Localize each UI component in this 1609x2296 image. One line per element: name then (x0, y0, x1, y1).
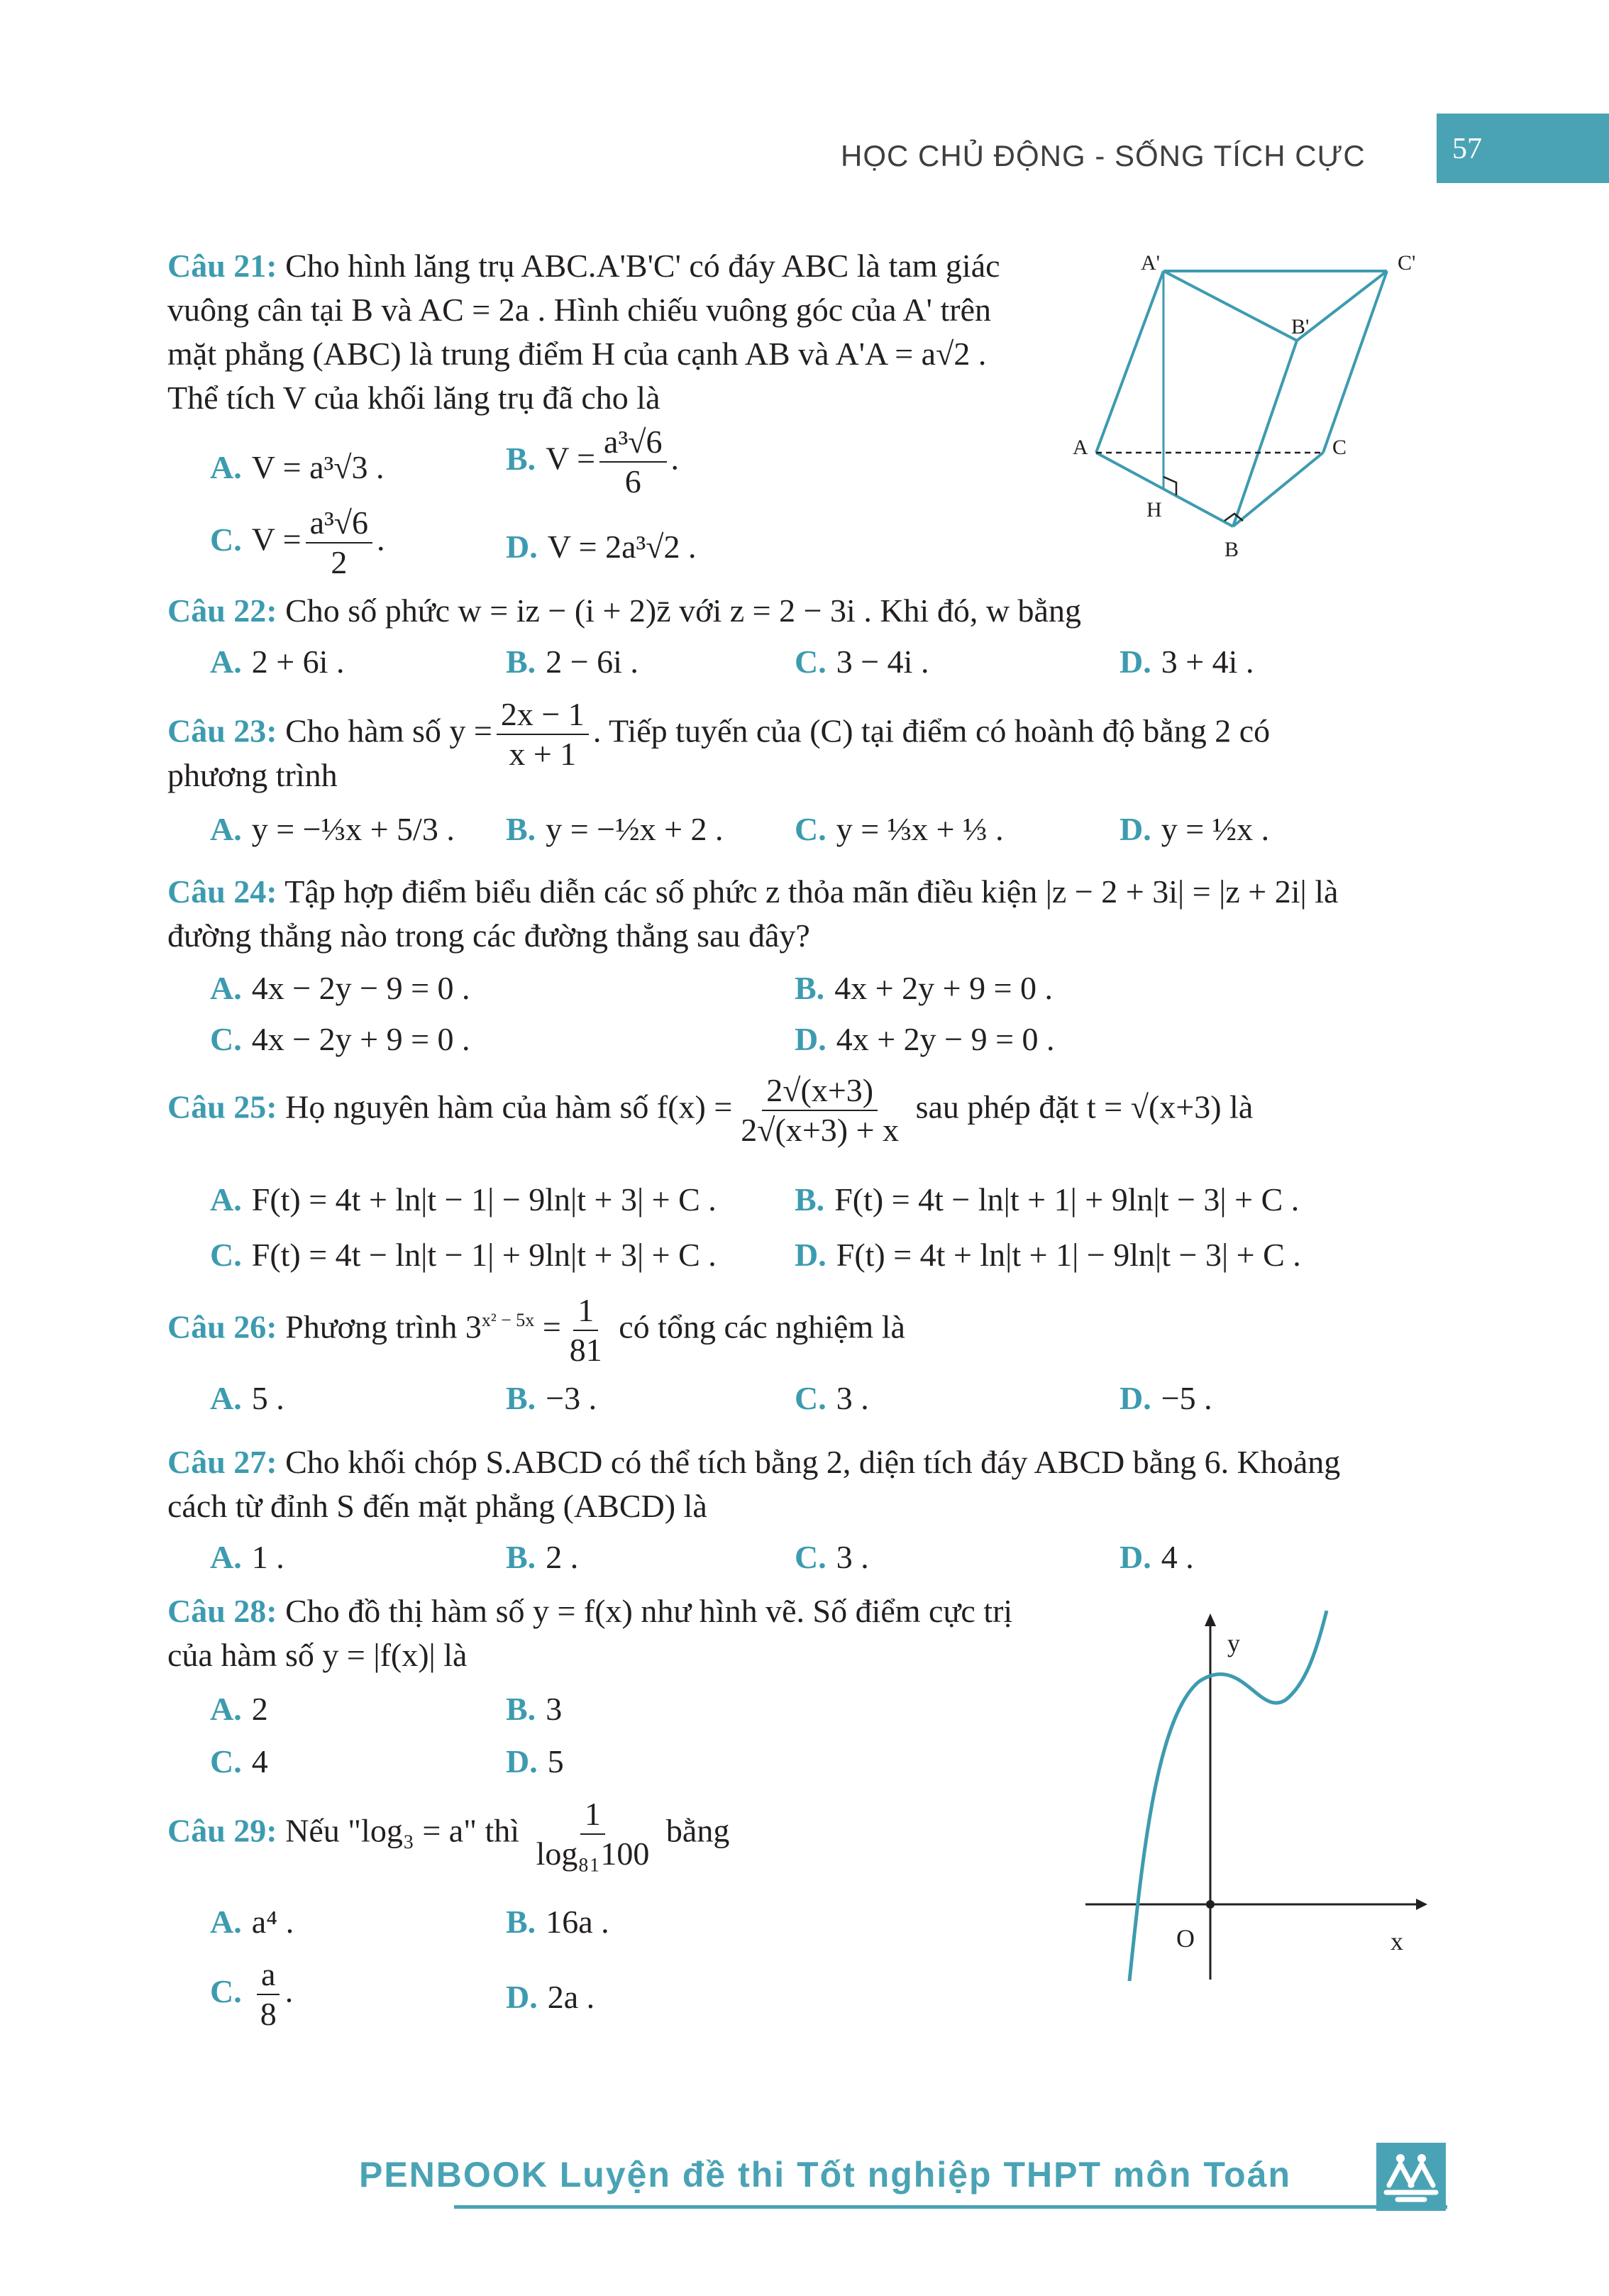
option-d[interactable]: D. 4x + 2y − 9 = 0 . (795, 1021, 1055, 1057)
edge-a1a (1096, 271, 1163, 453)
label-c1: C' (1398, 251, 1416, 275)
question-label: Câu 21: (167, 248, 277, 284)
option-d[interactable]: D. −5 . (1119, 1380, 1212, 1416)
label-b: B (1224, 538, 1239, 561)
prism-figure (1057, 248, 1454, 575)
curve-f (1129, 1611, 1327, 1981)
option-c[interactable]: C. 3 . (795, 1380, 869, 1416)
label-c: C (1332, 436, 1347, 459)
header-title: HỌC CHỦ ĐỘNG - SỐNG TÍCH CỰC (841, 139, 1366, 172)
option-b[interactable]: B. 3 (506, 1691, 563, 1727)
option-a[interactable]: A. y = −⅓x + 5/3 . (210, 811, 455, 847)
option-c[interactable]: C. 3 − 4i . (795, 644, 929, 680)
option-a[interactable]: A. 5 . (210, 1380, 284, 1416)
question-23: Câu 23: Cho hàm số y = $\frac{2x - 1}{x + 1}$ . Tiếp tuyến của (C) tại điểm có hoành độ bằng 2 có (167, 696, 1271, 772)
label-b1: B' (1291, 315, 1310, 338)
option-d[interactable]: D. y = ½x . (1119, 811, 1270, 847)
question-25: Câu 25: Họ nguyên hàm của hàm số f(x) = $\frac{2√(x+3)}{2√(x+3) + x}$ sau phép đặt t = √(x+3) là (167, 1072, 1254, 1148)
option-b[interactable]: B. −3 . (506, 1380, 597, 1416)
question-text: Thể tích V của khối lăng trụ đã cho là (167, 380, 660, 416)
page-number-badge (1437, 114, 1609, 183)
origin-point (1206, 1900, 1215, 1909)
label-o: O (1176, 1924, 1195, 1953)
option-d[interactable]: D. 5 (506, 1743, 564, 1779)
option-d[interactable]: D. F(t) = 4t + ln|t + 1| − 9ln|t − 3| + C . (795, 1237, 1301, 1273)
option-c[interactable]: C. F(t) = 4t − ln|t − 1| + 9ln|t + 3| + C . (210, 1237, 717, 1273)
option-c[interactable]: C. 4 (210, 1743, 268, 1779)
label-y: y (1227, 1629, 1240, 1657)
option-d[interactable]: D. 3 + 4i . (1119, 644, 1254, 680)
option-b[interactable]: B. 16a . (506, 1904, 609, 1940)
label-a1: A' (1141, 251, 1161, 275)
option-a[interactable]: A. 2 (210, 1691, 268, 1727)
question-28: Câu 28: Cho đồ thị hàm số y = f(x) như hình vẽ. Số điểm cực trị của hàm số y = |f(x)| là (167, 1593, 1013, 1673)
question-text: Cho hình lăng trụ ABC.A'B'C' có đáy ABC là tam giác (285, 248, 1000, 284)
y-axis-arrow (1205, 1613, 1216, 1626)
penbook-logo-icon (1376, 2143, 1446, 2211)
option-a[interactable]: A. F(t) = 4t + ln|t − 1| − 9ln|t + 3| + C . (210, 1181, 717, 1218)
option-c[interactable]: C. y = ⅓x + ⅓ . (795, 811, 1004, 847)
label-x: x (1390, 1927, 1403, 1955)
option-a[interactable]: A. V = a³√3 . (210, 449, 385, 485)
page-number: 57 (1452, 133, 1482, 165)
option-b[interactable]: B. 2 − 6i . (506, 644, 638, 680)
footer-title: Luyện đề thi Tốt nghiệp THPT môn Toán (559, 2155, 1292, 2195)
question-21 (167, 244, 1068, 420)
option-a[interactable]: A. 2 + 6i . (210, 644, 345, 680)
question-text: mặt phẳng (ABC) là trung điểm H của cạnh AB và A'A = a√2 . (167, 336, 987, 372)
question-22: Câu 22: Cho số phức w = iz − (i + 2)z̄ với z = 2 − 3i . Khi đó, w bằng (167, 592, 1081, 629)
question-text: phương trình (167, 757, 338, 793)
footer-text (359, 2154, 1291, 2195)
option-b[interactable]: B. V = $\frac{\text{a³√6}}{6}$ . (506, 424, 679, 500)
option-b[interactable]: B. F(t) = 4t − ln|t + 1| + 9ln|t − 3| + C . (795, 1181, 1300, 1218)
option-c[interactable]: C. 3 . (795, 1539, 869, 1575)
question-29: Câu 29: Nếu "log₃ = a" thì $\frac{1}{\text{log₈₁100}}$ bằng (167, 1796, 730, 1872)
option-d[interactable]: D. 4 . (1119, 1539, 1194, 1575)
question-24: Câu 24: Tập hợp điểm biểu diễn các số phức z thỏa mãn điều kiện |z − 2 + 3i| = |z + 2i| là đường thẳng nào trong các đường thẳng sau đây? (167, 873, 1339, 954)
option-c[interactable]: C. V = $\frac{\text{a³√6}}{2}$ . (210, 504, 385, 580)
edge-a1b1 (1163, 271, 1297, 341)
option-c[interactable]: C. 4x − 2y + 9 = 0 . (210, 1021, 470, 1057)
x-axis-arrow (1416, 1899, 1427, 1910)
option-b[interactable]: B. 4x + 2y + 9 = 0 . (795, 970, 1054, 1006)
option-b[interactable]: B. 2 . (506, 1539, 579, 1575)
option-c[interactable]: C. $\frac{a}{8}$ . (210, 1956, 294, 2032)
footer-rule (454, 2205, 1447, 2209)
edge-c1c (1323, 271, 1387, 453)
option-a[interactable]: A. 4x − 2y − 9 = 0 . (210, 970, 470, 1006)
option-d[interactable]: D. 2a . (506, 1979, 595, 2015)
question-27: Câu 27: Cho khối chóp S.ABCD có thể tích bằng 2, diện tích đáy ABCD bằng 6. Khoảng cách từ đỉnh S đến mặt phẳng (ABCD) là (167, 1444, 1341, 1524)
option-b[interactable]: B. y = −½x + 2 . (506, 811, 724, 847)
option-a[interactable]: A. a⁴ . (210, 1904, 294, 1940)
option-d[interactable]: D. V = 2a³√2 . (506, 529, 697, 565)
question-26: Câu 26: Phương trình $3^{x^2 - 5x}$ = $\frac{1}{81}$ có tổng các nghiệm là (167, 1292, 905, 1368)
footer-brand: PENBOOK (359, 2155, 548, 2195)
question-text: vuông cân tại B và AC = 2a . Hình chiếu vuông góc của A' trên (167, 292, 991, 328)
label-a: A (1073, 436, 1088, 459)
option-a[interactable]: A. 1 . (210, 1539, 284, 1575)
label-h: H (1146, 498, 1162, 521)
function-graph (1078, 1611, 1433, 1994)
